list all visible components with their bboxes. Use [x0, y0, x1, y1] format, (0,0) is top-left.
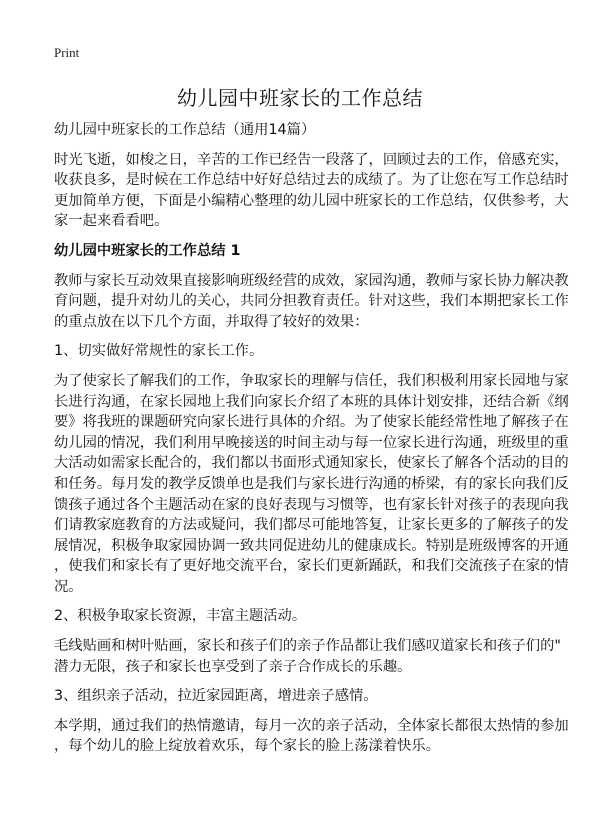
text-line: 大活动如需家长配合的，我们都以书面形式通知家长，使家长了解各个活动的目的: [54, 455, 569, 472]
text-line: ，每个幼儿的脸上绽放着欢乐，每个家长的脸上荡漾着快乐。: [54, 738, 441, 755]
text-line: 馈孩子通过各个主题活动在家的良好表现与习惯等，也有家长针对孩子的表现向我: [54, 496, 569, 513]
text-line: 时光飞逝，如梭之日，辛苦的工作已经告一段落了，回顾过去的工作，倍感充实，: [54, 151, 569, 168]
paragraph: [54, 150, 569, 232]
text-line: 长进行沟通，在家长园地上我们向家长介绍了本班的具体计划安排，还结合新《纲: [54, 393, 569, 410]
paragraph: [54, 606, 554, 627]
text-line: 2、积极争取家长资源，丰富主题活动。: [54, 608, 307, 625]
text-line: 家一起来看看吧。: [54, 213, 169, 230]
print-link[interactable]: Print: [54, 45, 80, 60]
text-line: 的重点放在以下几个方面，并取得了较好的效果：: [54, 313, 369, 330]
text-line: 毛线贴画和树叶贴画，家长和孩子们的亲子作品都让我们感叹道家长和孩子们的": [54, 638, 561, 655]
text-line: 和任务。每月发的教学反馈单也是我们与家长进行沟通的桥梁，有的家长向我们反: [54, 475, 569, 492]
paragraph: [54, 716, 569, 757]
text-line: 1、切实做好常规性的家长工作。: [54, 343, 264, 360]
text-line: 育问题，提升对幼儿的关心，共同分担教育责任。针对这些，我们本期把家长工作: [54, 293, 569, 310]
text-line: 教师与家长互动效果直接影响班级经营的成效，家园沟通，教师与家长协力解决教: [54, 272, 569, 289]
paragraph: [54, 371, 569, 598]
text-line: 幼儿园中班家长的工作总结（通用14篇）: [54, 122, 316, 138]
text-line: 潜力无限，孩子和家长也享受到了亲子合作成长的乐趣。: [54, 658, 412, 675]
text-line: 幼儿园的情况，我们利用早晚接送的时间主动与每一位家长进行沟通，班级里的重: [54, 434, 569, 451]
paragraph: [54, 686, 554, 707]
paragraph: [54, 271, 569, 333]
text-line: 为了使家长了解我们的工作，争取家长的理解与信任，我们积极利用家长园地与家: [54, 372, 569, 389]
text-line: 们请教家庭教育的方法或疑问，我们都尽可能地答复，让家长更多的了解孩子的发: [54, 517, 569, 534]
section-heading: [54, 241, 554, 262]
text-line: 况。: [54, 578, 83, 595]
text-line: ，使我们和家长有了更好地交流平台，家长们更新踊跃，和我们交流孩子在家的情: [54, 558, 569, 575]
paragraph: [54, 341, 554, 362]
text-line: 要》将我班的课题研究向家长进行具体的介绍。为了使家长能经常性地了解孩子在: [54, 414, 569, 431]
paragraph: [54, 636, 561, 677]
paragraph: [54, 120, 554, 141]
text-line: 收获良多，是时候在工作总结中好好总结过去的成绩了。为了让您在写工作总结时: [54, 172, 569, 189]
text-line: 展情况，积极争取家园协调一致共同促进幼儿的健康成长。特别是班级博客的开通: [54, 537, 569, 554]
text-line: 3、组织亲子活动，拉近家园距离，增进亲子感情。: [54, 688, 378, 705]
document-body: [54, 120, 569, 766]
document-title: 幼儿园中班家长的工作总结: [177, 86, 423, 110]
text-line: 更加简单方便，下面是小编精心整理的幼儿园中班家长的工作总结，仅供参考，大: [54, 192, 569, 209]
text-line: 本学期，通过我们的热情邀请，每月一次的亲子活动，全体家长都很太热情的参加: [54, 717, 569, 734]
text-line: 幼儿园中班家长的工作总结 1: [54, 242, 241, 259]
